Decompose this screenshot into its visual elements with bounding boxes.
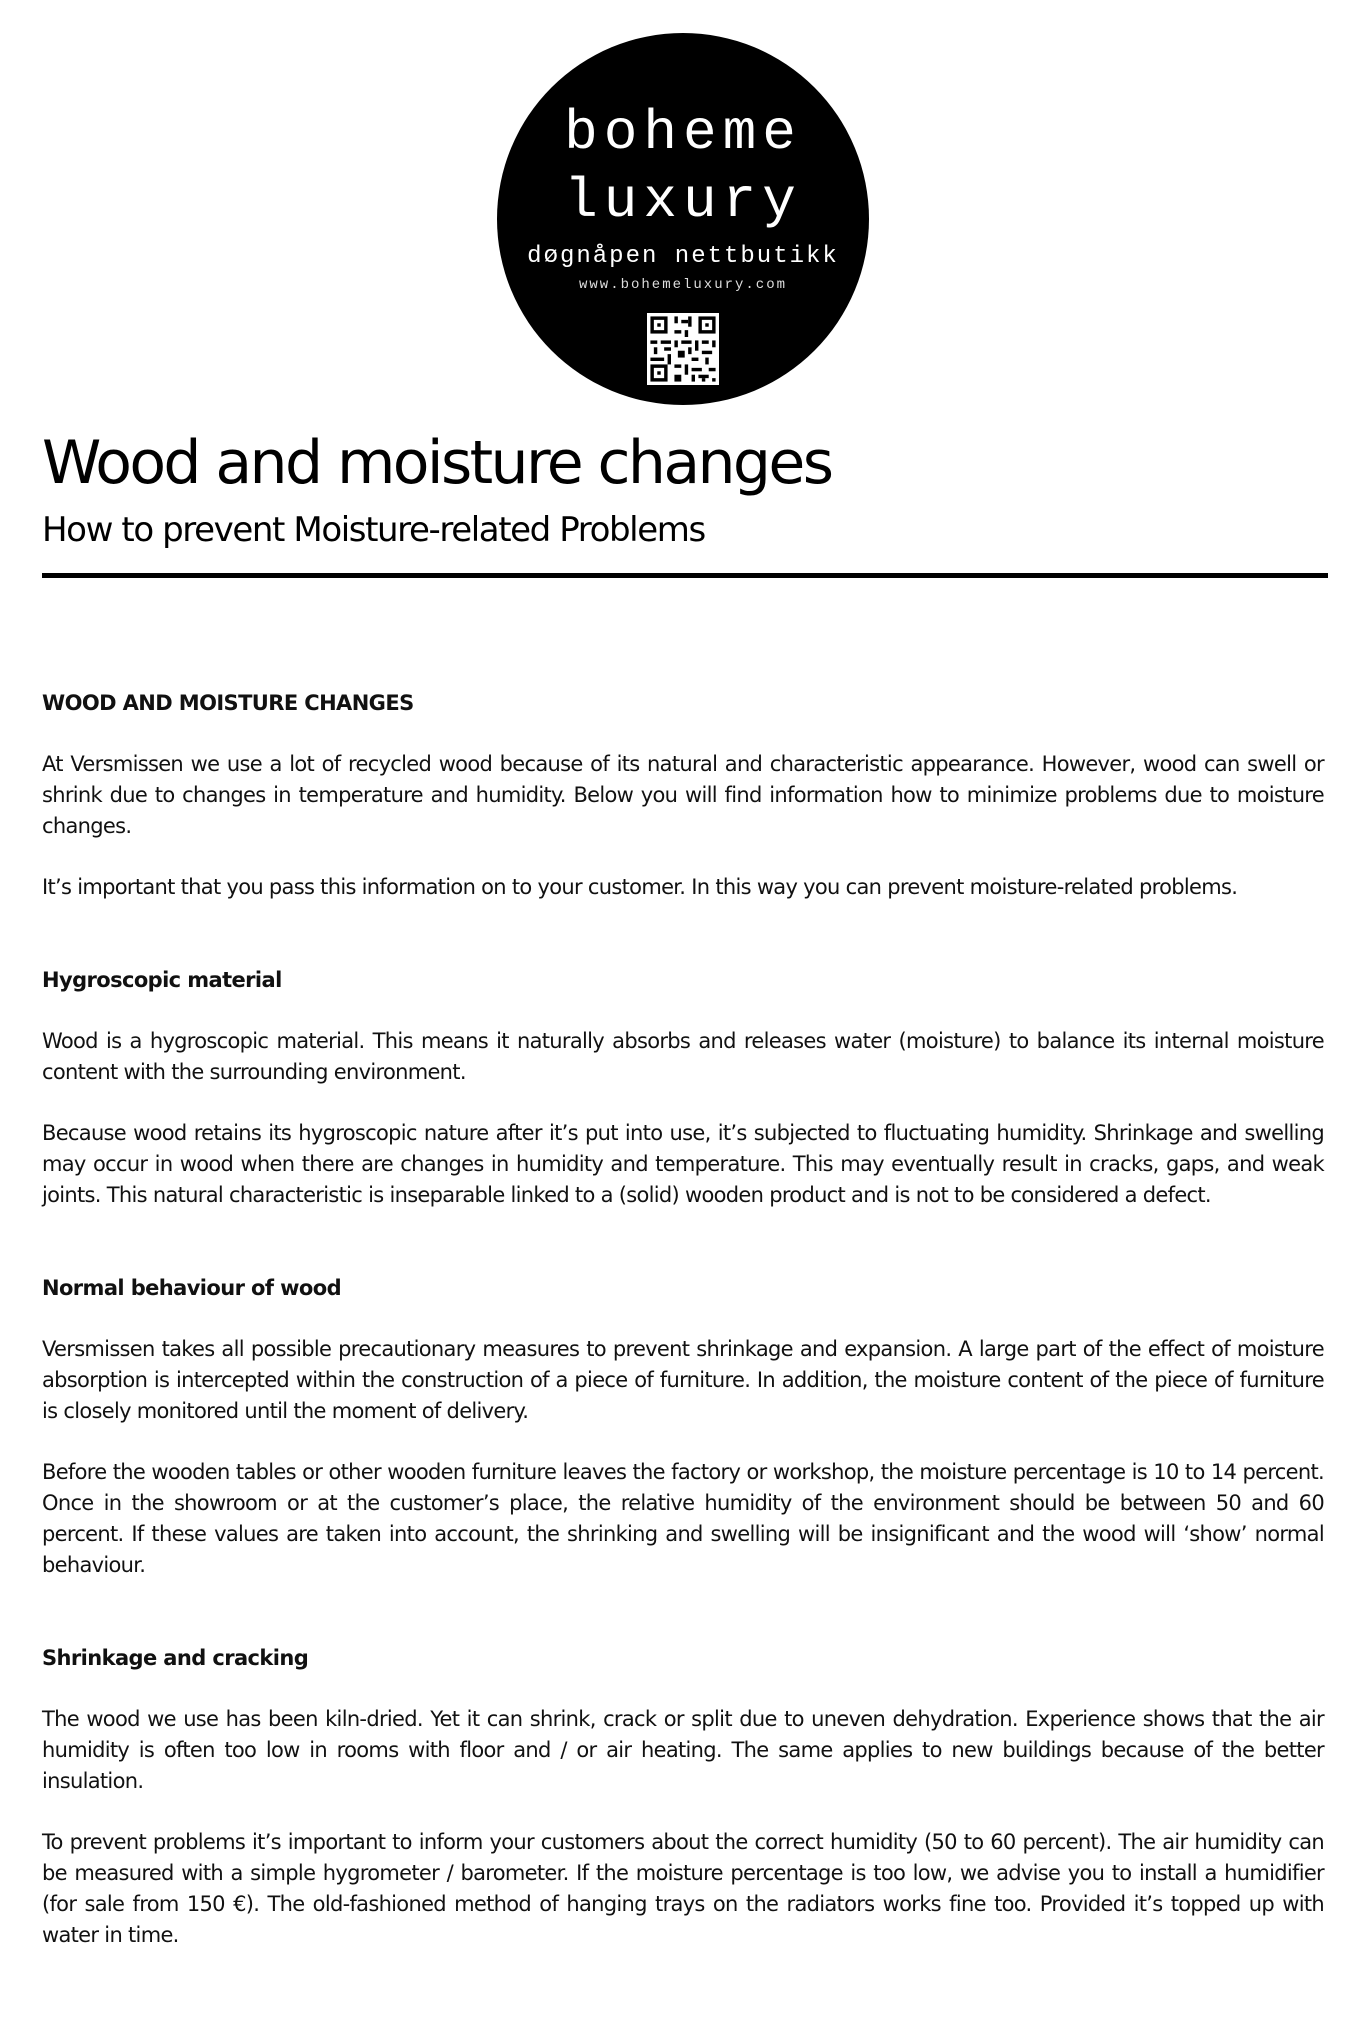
document-body [42, 688, 1324, 2013]
logo-url: www.bohemeluxury.com [578, 277, 788, 293]
logo-line-boheme: boheme [564, 101, 802, 165]
paragraph: Versmissen takes all possible precautionary measures to prevent shrinkage and expansion. A large part of the effect of moisture absorption is intercepted within the construction of a piece of furniture. In addition, the moisture content of the piece of furniture is closely monitored until the moment of delivery. [42, 1337, 1324, 1423]
section-normal-behaviour [42, 1273, 1324, 1581]
section-shrinkage-and-cracking [42, 1643, 1324, 1951]
paragraph: Before the wooden tables or other wooden furniture leaves the factory or workshop, the moisture percentage is 10 to 14 percent. Once in the showroom or at the customer’s place, the relative humidity of the environment should be between 50 and 60 percent. If these values are taken into account, the shrinking and swelling will be insignificant and the wood will ‘show’ normal behaviour. [42, 1460, 1324, 1577]
page-title: Wood and moisture changes [42, 428, 832, 498]
section-wood-and-moisture-changes [42, 688, 1324, 903]
section-heading: WOOD AND MOISTURE CHANGES [42, 691, 414, 715]
page-subtitle: How to prevent Moisture-related Problems [42, 510, 705, 550]
section-heading: Normal behaviour of wood [42, 1276, 342, 1300]
logo-tagline: døgnåpen nettbutikk [527, 243, 839, 270]
header-divider [42, 573, 1328, 578]
paragraph: At Versmissen we use a lot of recycled wood because of its natural and characteristic appearance. However, wood can swell or shrink due to changes in temperature and humidity. Below you will find information how to minimize problems due to moisture changes. [42, 752, 1324, 838]
paragraph: Because wood retains its hygroscopic nature after it’s put into use, it’s subjected to fluctuating humidity. Shrinkage and swelling may occur in wood when there are changes in humidity and temperature. This may eventually result in cracks, gaps, and weak joints. This natural characteristic is inseparable linked to a (solid) wooden product and is not to be considered a defect. [42, 1121, 1324, 1207]
logo-line-luxury: luxury [564, 169, 802, 233]
paragraph: To prevent problems it’s important to inform your customers about the correct humidity (50 to 60 percent). The air humidity can be measured with a simple hygrometer / barometer. If the moisture percentage is too low, we advise you to install a humidifier (for sale from 150 €). The old-fashioned method of hanging trays on the radiators works fine too. Provided it’s topped up with water in time. [42, 1830, 1324, 1947]
paragraph: It’s important that you pass this information on to your customer. In this way you can prevent moisture-related problems. [42, 875, 1238, 899]
qr-code-icon [647, 313, 719, 385]
section-heading: Hygroscopic material [42, 968, 282, 992]
paragraph: Wood is a hygroscopic material. This means it naturally absorbs and releases water (moisture) to balance its internal moisture content with the surrounding environment. [42, 1029, 1324, 1084]
section-heading: Shrinkage and cracking [42, 1646, 309, 1670]
brand-logo [497, 33, 869, 405]
section-hygroscopic-material [42, 965, 1324, 1211]
qr-code-graphic [647, 313, 719, 385]
paragraph: The wood we use has been kiln-dried. Yet it can shrink, crack or split due to uneven dehydration. Experience shows that the air humidity is often too low in rooms with floor and / or air heating. The same applies to new buildings because of the better insulation. [42, 1707, 1324, 1793]
